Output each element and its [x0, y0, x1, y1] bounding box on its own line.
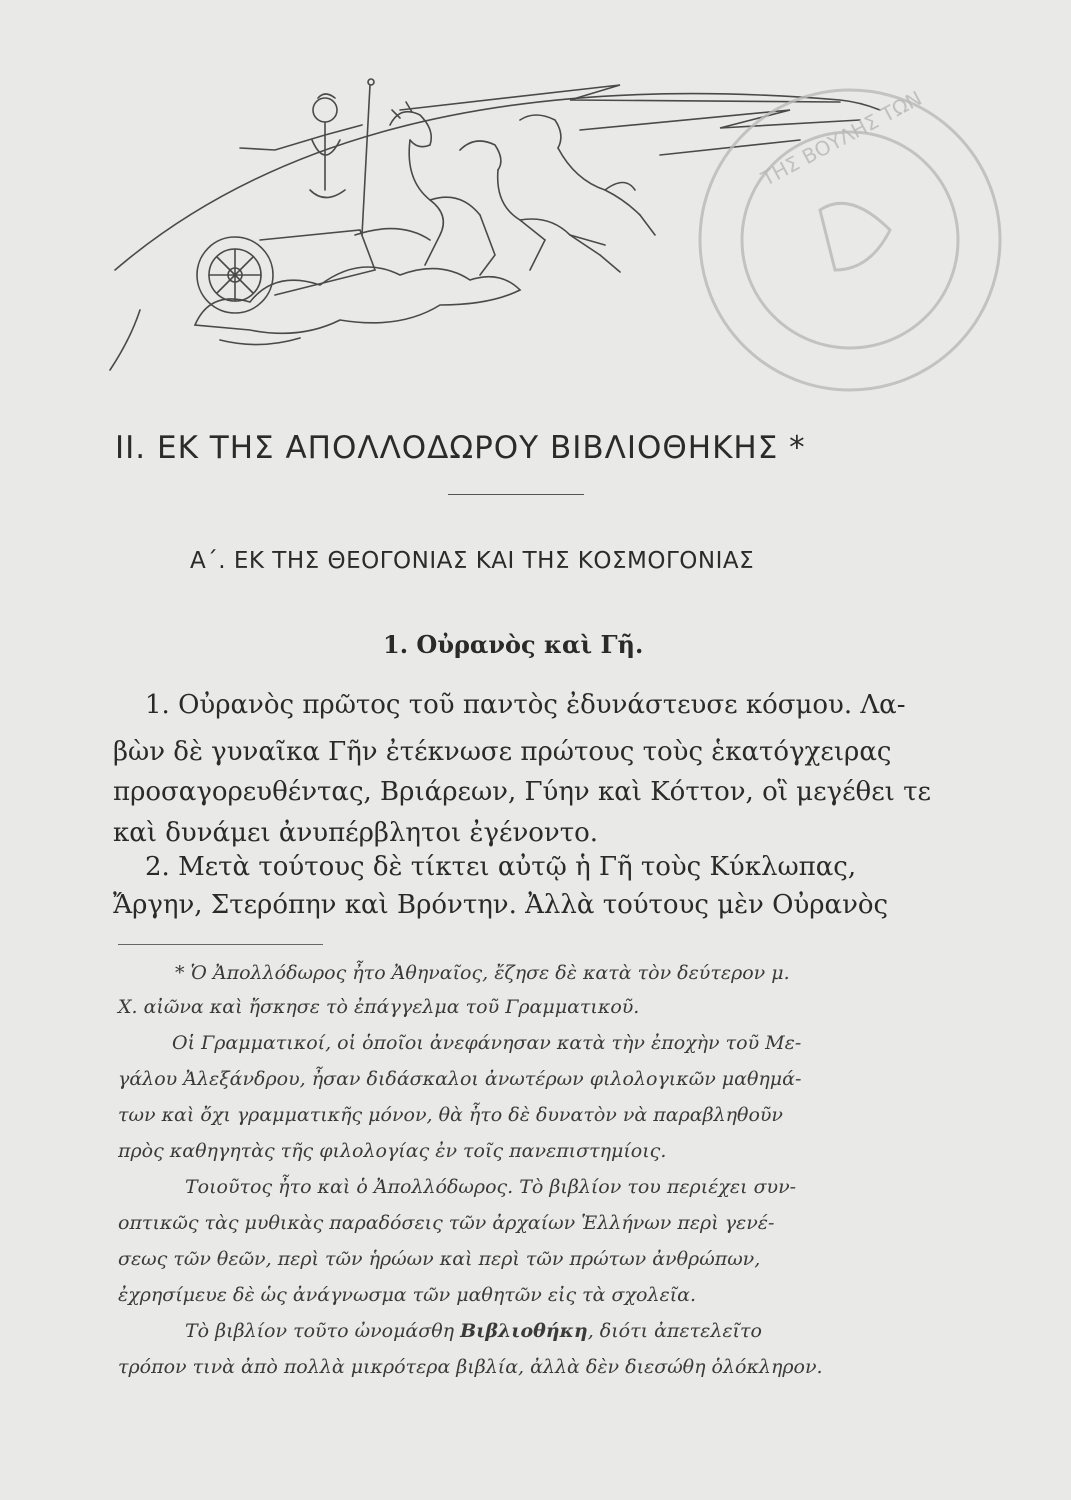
footnote-line: τρόπον τινὰ ἀπὸ πολλὰ μικρότερα βιβλία, ἀλλὰ δὲν διεσώθη ὁλόκληρον.: [118, 1356, 823, 1378]
subsection-title: 1. Οὐρανὸς καὶ Γῆ.: [383, 630, 644, 659]
stamp-text: ΤΗΣ ΒΟΥΛΗΣ ΤΩΝ: [757, 85, 926, 191]
body-line: προσαγορευθέντας, Βριάρεων, Γύην καὶ Κόττον, οἳ μεγέθει τε: [113, 777, 931, 807]
footnote-line: * Ὁ Ἀπολλόδωρος ἦτο Ἀθηναῖος, ἔζησε δὲ κατὰ τὸν δεύτερον μ.: [175, 962, 790, 984]
body-line: καὶ δυνάμει ἀνυπέρβλητοι ἐγένοντο.: [113, 818, 599, 848]
footnote-line: σεως τῶν θεῶν, περὶ τῶν ἡρώων καὶ περὶ τῶν πρώτων ἀνθρώπων,: [118, 1248, 761, 1270]
footnote-line: Τοιοῦτος ἦτο καὶ ὁ Ἀπολλόδωρος. Τὸ βιβλίον του περιέχει συν-: [185, 1176, 797, 1198]
footnote-line: Χ. αἰῶνα καὶ ἤσκησε τὸ ἐπάγγελμα τοῦ Γραμματικοῦ.: [118, 996, 640, 1018]
footnote-text: Τὸ βιβλίον τοῦτο ὠνομάσθη: [185, 1320, 461, 1342]
footnote-divider: [118, 944, 323, 945]
body-line: 1. Οὐρανὸς πρῶτος τοῦ παντὸς ἐδυνάστευσε κόσμου. Λα-: [145, 690, 906, 720]
section-title: Α΄. ΕΚ ΤΗΣ ΘΕΟΓΟΝΙΑΣ ΚΑΙ ΤΗΣ ΚΟΣΜΟΓΟΝΙΑΣ: [190, 548, 755, 574]
footnote-line: οπτικῶς τὰς μυθικὰς παραδόσεις τῶν ἀρχαίων Ἑλλήνων περὶ γενέ-: [118, 1212, 775, 1234]
footnote-line: πρὸς καθηγητὰς τῆς φιλολογίας ἐν τοῖς πανεπιστημίοις.: [118, 1140, 667, 1162]
body-line: 2. Μετὰ τούτους δὲ τίκτει αὐτῷ ἡ Γῆ τοὺς Κύκλωπας,: [145, 852, 857, 882]
footnote-line: [185, 1320, 762, 1342]
book-name-bold: Βιβλιοθήκη: [460, 1320, 588, 1342]
title-divider: [448, 494, 584, 495]
body-line: βὼν δὲ γυναῖκα Γῆν ἐτέκνωσε πρώτους τοὺς ἑκατόγχειρας: [113, 737, 892, 767]
body-line: Ἄργην, Στερόπην καὶ Βρόντην. Ἀλλὰ τούτους μὲν Οὐρανὸς: [113, 890, 889, 920]
footnote-line: των καὶ ὄχι γραμματικῆς μόνον, θὰ ἦτο δὲ δυνατὸν νὰ παραβληθοῦν: [118, 1104, 783, 1126]
footnote-line: ἐχρησίμευε δὲ ὡς ἀνάγνωσμα τῶν μαθητῶν εἰς τὰ σχολεῖα.: [118, 1284, 697, 1306]
footnote-line: Οἱ Γραμματικοί, οἱ ὁποῖοι ἀνεφάνησαν κατὰ τὴν ἐποχὴν τοῦ Με-: [172, 1032, 802, 1054]
footnote-text: , διότι ἀπετελεῖτο: [587, 1320, 762, 1342]
footnote-line: γάλου Ἀλεξάνδρου, ἦσαν διδάσκαλοι ἀνωτέρων φιλολογικῶν μαθημά-: [118, 1068, 802, 1090]
chapter-title: II. ΕΚ ΤΗΣ ΑΠΟΛΛΟΔΩΡΟΥ ΒΙΒΛΙΟΘΗΚΗΣ *: [115, 430, 806, 466]
chariot-illustration: [100, 40, 1020, 400]
